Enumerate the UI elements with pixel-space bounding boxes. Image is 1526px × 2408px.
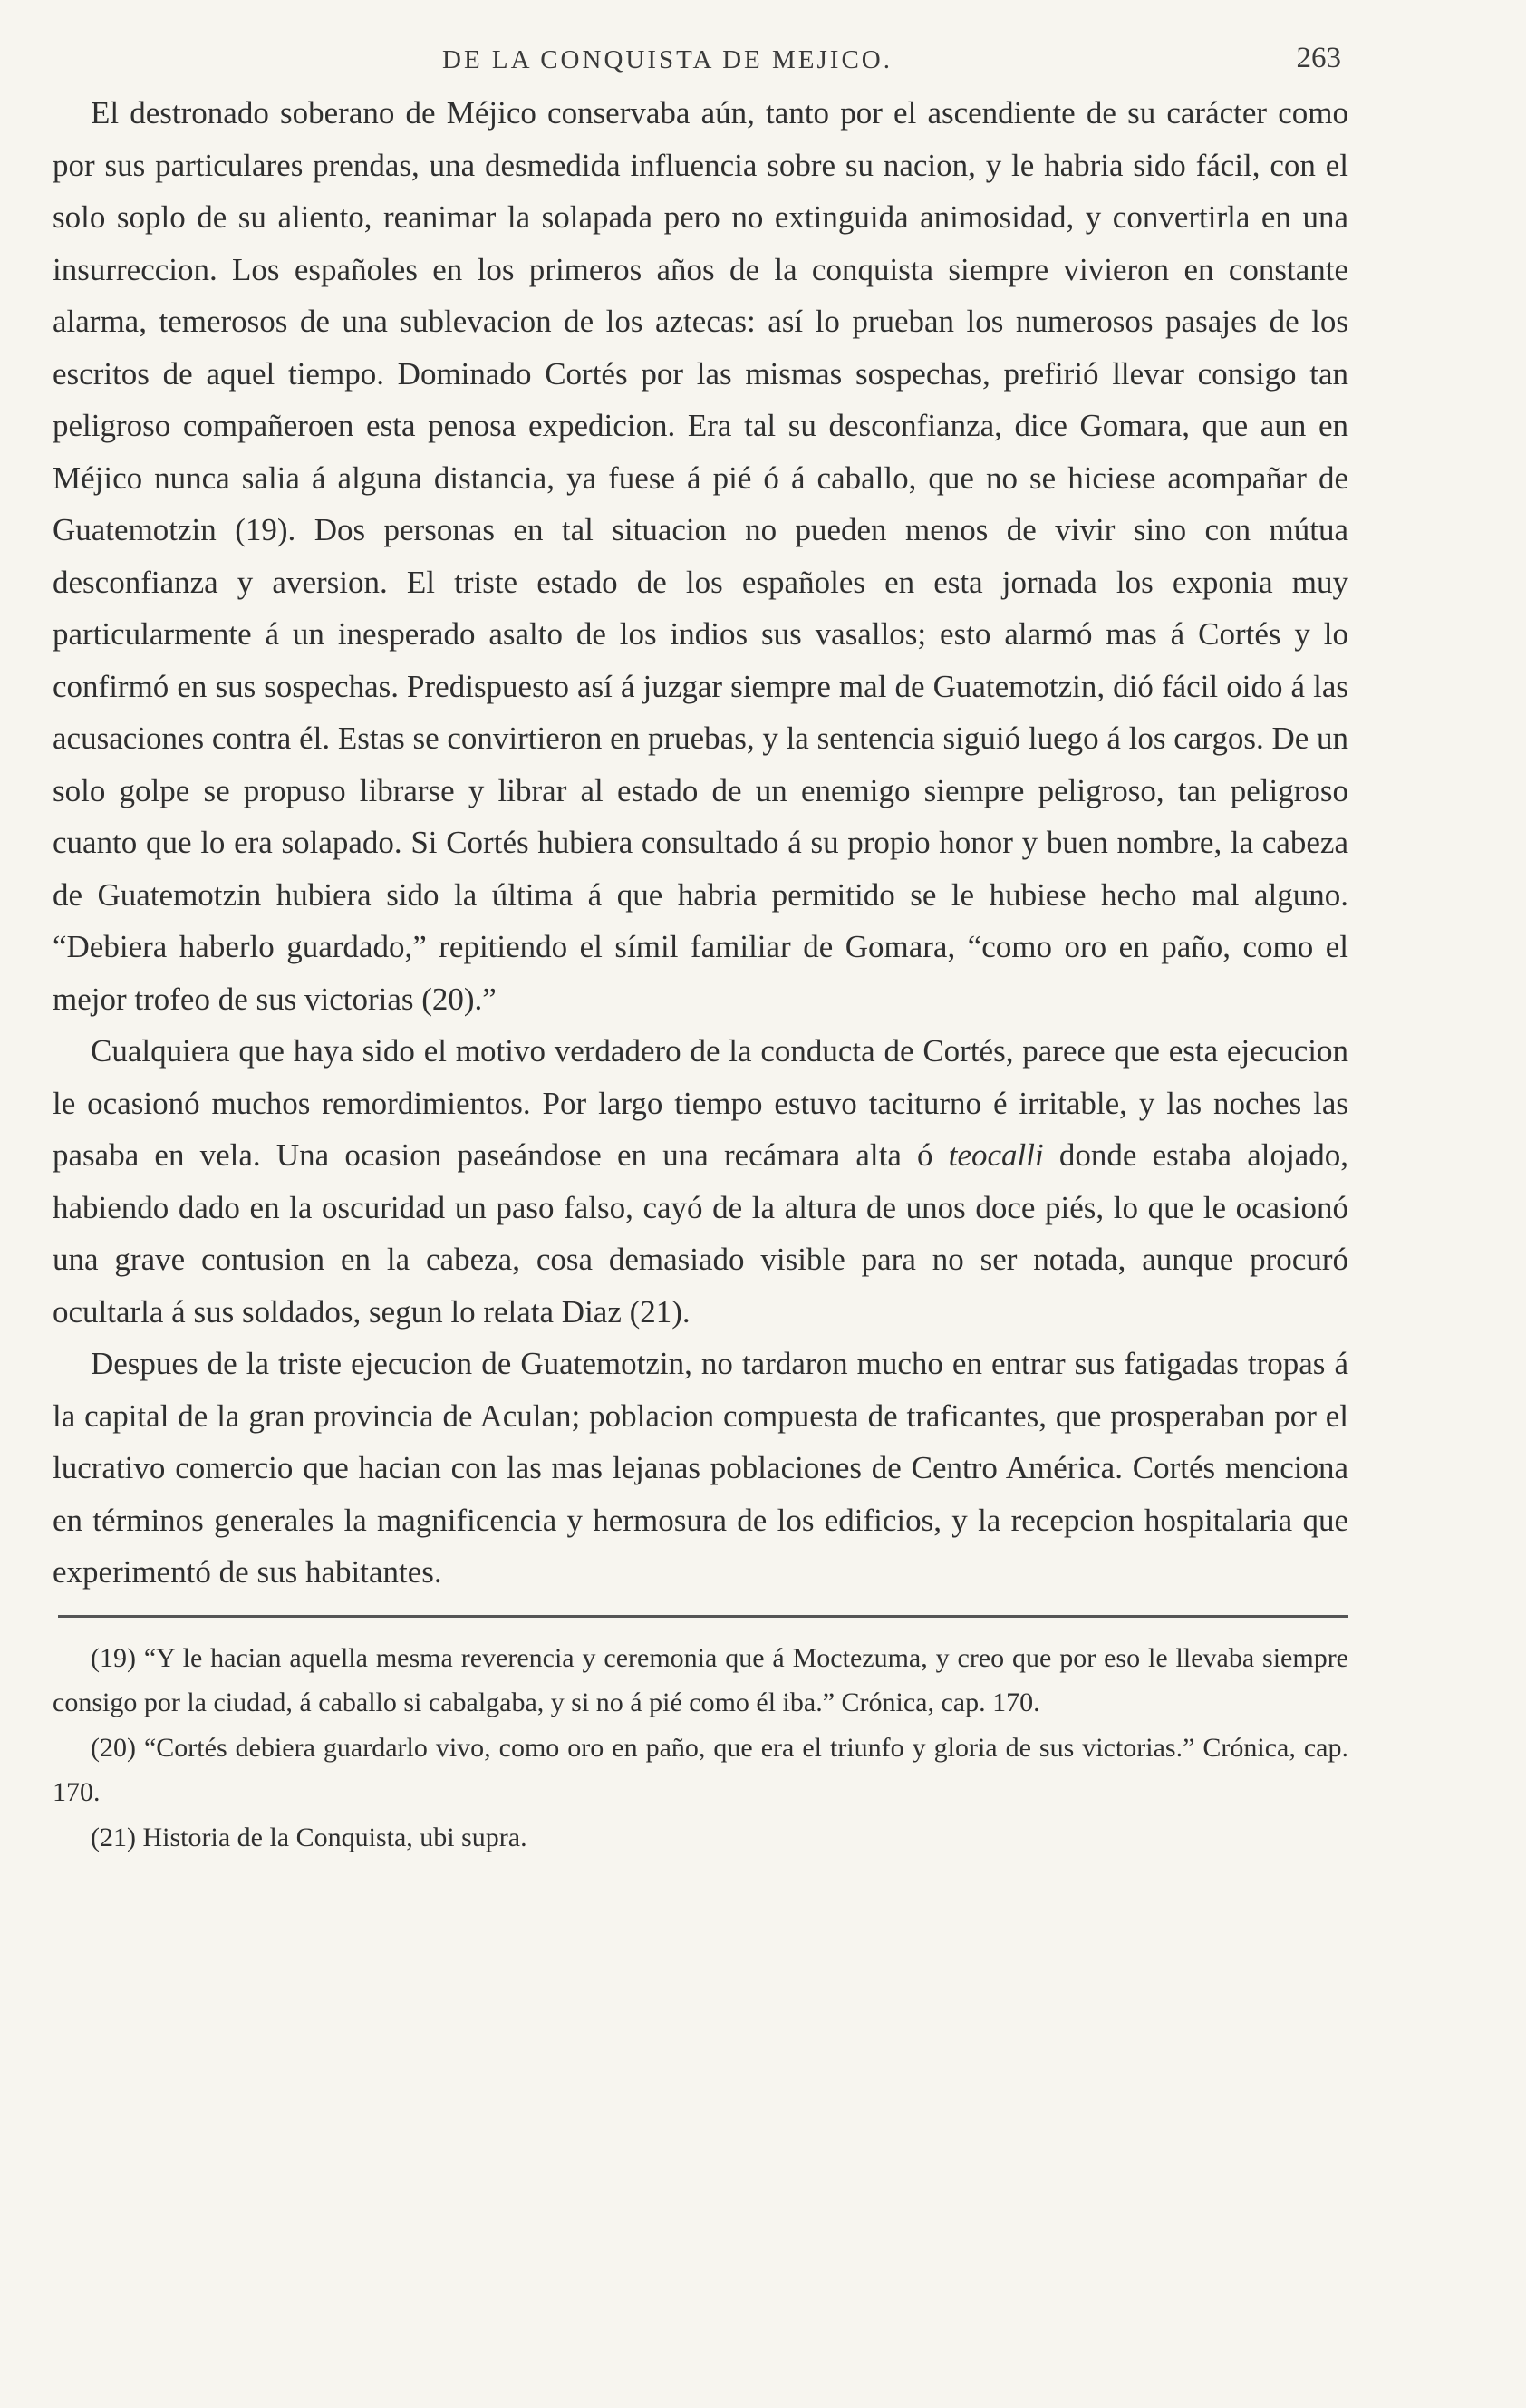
running-head-title: DE LA CONQUISTA DE MEJICO. bbox=[442, 45, 893, 74]
paragraph-text: El destronado soberano de Méjico conservaba aún, tanto por el ascendiente de su carácter como por sus particulares prendas, una desmedida influencia sobre su nacion, y le habria sido fácil, con el solo soplo de su aliento, reanimar la solapada pero no extinguida animosidad, y convertirla en una insurreccion. Los españoles en los primeros años de la conquista siempre vivieron en constante alarma, temerosos de una sublevacion de los aztecas: así lo prueban los numerosos pasajes de los escritos de aquel tiempo. Dominado Cortés por las mismas sospechas, prefirió llevar consigo tan peligroso compañeroen esta penosa expedicion. Era tal su desconfianza, dice Gomara, que aun en Méjico nunca salia á alguna distancia, ya fuese á pié ó á caballo, que no se hiciese acompañar de Guatemotzin (19). Dos personas en tal situacion no pueden menos de vivir sino con mútua desconfianza y aversion. El triste estado de los españoles en esta jornada los exponia muy particularmente á un inesperado asalto de los indios sus vasallos; esto alarmó mas á Cortés y lo confirmó en sus sospechas. Predispuesto así á juzgar siempre mal de Guatemotzin, dió fácil oido á las acusaciones contra él. Estas se convirtieron en pruebas, y la sentencia siguió luego á los cargos. De un solo golpe se propuso librarse y librar al estado de un enemigo siempre peligroso, tan peligroso cuanto que lo era solapado. Si Cortés hubiera consultado á su propio honor y buen nombre, la cabeza de Guatemotzin hubiera sido la última á que habria permitido se le hubiese hecho mal alguno. “Debiera haberlo guardado,” repitiendo el símil familiar de Gomara, “como oro en paño, como el mejor trofeo de sus victorias (20).” bbox=[53, 95, 1349, 1017]
paragraph-text: Despues de la triste ejecucion de Guatemotzin, no tardaron mucho en entrar sus fatigadas tropas á la capital de la gran provincia de Aculan; poblacion compuesta de traficantes, que prosperaban por el lucrativo comercio que hacian con las mas lejanas poblaciones de Centro América. Cortés menciona en términos generales la magnificencia y hermosura de los edificios, y la recepcion hospitalaria que experimentó de sus habitantes. bbox=[53, 1346, 1348, 1590]
body-text bbox=[53, 87, 1348, 1599]
footnotes bbox=[53, 1636, 1348, 1861]
paragraph-text-continued: donde estaba alojado, habiendo dado en la oscuridad un paso falso, cayó de la altura de unos doce piés, lo que le ocasionó una grave contusion en la cabeza, cosa demasiado visible para no ser notada, aunque procuró ocultarla á sus soldados, segun lo relata Diaz (21). bbox=[53, 1137, 1348, 1330]
footnote-separator-rule bbox=[58, 1615, 1348, 1618]
italic-term: teocalli bbox=[948, 1137, 1044, 1173]
body-paragraph-3 bbox=[53, 1338, 1348, 1599]
paragraph-text: Cualquiera que haya sido el motivo verdadero de la conducta de Cortés, parece que esta ejecucion le ocasionó muchos remordimientos. Por largo tiempo estuvo taciturno é irritable, y las noches las pasaba en vela. Una ocasion paseándose en una recámara alta ó bbox=[53, 1033, 1348, 1173]
body-paragraph-1 bbox=[53, 87, 1348, 1025]
footnote-19: (19) “Y le hacian aquella mesma reverencia y ceremonia que á Moctezuma, y creo que por eso le llevaba siempre consigo por la ciudad, á caballo si cabalgaba, y si no á pié como él iba.” Crónica, cap. 170. bbox=[53, 1642, 1348, 1717]
page-number: 263 bbox=[1296, 42, 1341, 74]
book-page bbox=[53, 44, 1348, 1860]
body-paragraph-2 bbox=[53, 1025, 1348, 1338]
footnote-21: (21) Historia de la Conquista, ubi supra. bbox=[91, 1822, 527, 1852]
running-head bbox=[53, 44, 1348, 87]
footnote-20: (20) “Cortés debiera guardarlo vivo, como oro en paño, que era el triunfo y gloria de sus victorias.” Crónica, cap. 170. bbox=[53, 1732, 1348, 1807]
